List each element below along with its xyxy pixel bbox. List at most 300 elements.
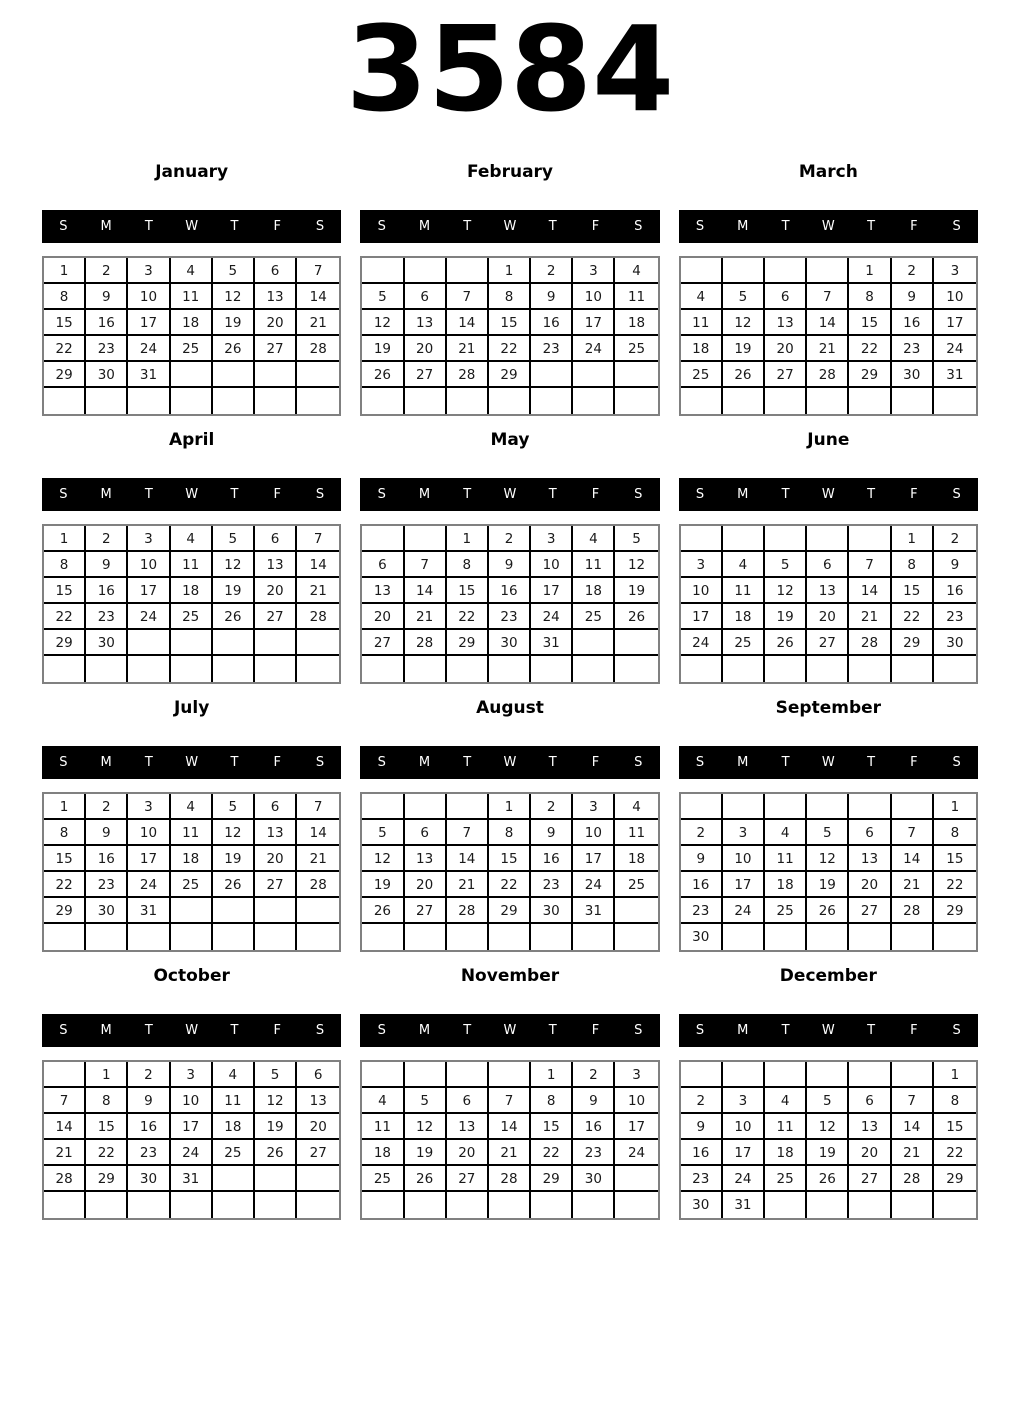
date-cell: 7 bbox=[447, 820, 489, 846]
empty-cell bbox=[531, 388, 573, 414]
month-title: September bbox=[775, 697, 882, 718]
date-cell: 18 bbox=[615, 846, 657, 872]
date-cell: 25 bbox=[171, 872, 213, 898]
date-cell: 31 bbox=[573, 898, 615, 924]
empty-cell bbox=[44, 388, 86, 414]
month-block bbox=[679, 696, 978, 952]
date-cell: 23 bbox=[892, 336, 934, 362]
empty-cell bbox=[171, 630, 213, 656]
date-cell: 23 bbox=[681, 898, 723, 924]
months-grid bbox=[42, 160, 978, 1220]
month-title: January bbox=[155, 161, 229, 182]
date-cell: 22 bbox=[531, 1140, 573, 1166]
empty-cell bbox=[849, 526, 891, 552]
weekday-header-row bbox=[360, 1014, 659, 1047]
date-cell: 4 bbox=[765, 1088, 807, 1114]
date-cell: 12 bbox=[255, 1088, 297, 1114]
date-cell: 15 bbox=[447, 578, 489, 604]
weekday-header-row bbox=[42, 478, 341, 511]
empty-cell bbox=[44, 1192, 86, 1218]
date-cell: 5 bbox=[213, 526, 255, 552]
date-cell: 5 bbox=[255, 1062, 297, 1088]
date-cell: 1 bbox=[86, 1062, 128, 1088]
date-cell: 22 bbox=[489, 336, 531, 362]
date-cell: 28 bbox=[44, 1166, 86, 1192]
date-cell: 23 bbox=[86, 604, 128, 630]
weekday-label: T bbox=[781, 218, 790, 234]
empty-cell bbox=[531, 362, 573, 388]
date-cell: 10 bbox=[128, 820, 170, 846]
date-cell: 1 bbox=[44, 794, 86, 820]
month-title: November bbox=[460, 965, 560, 986]
date-cell: 9 bbox=[86, 820, 128, 846]
empty-cell bbox=[171, 362, 213, 388]
empty-cell bbox=[362, 794, 404, 820]
date-cell: 9 bbox=[892, 284, 934, 310]
weekday-header-row bbox=[42, 1014, 341, 1047]
date-cell: 13 bbox=[297, 1088, 339, 1114]
weekday-label: T bbox=[548, 218, 557, 234]
date-cell: 29 bbox=[892, 630, 934, 656]
date-cell: 17 bbox=[531, 578, 573, 604]
date-cell: 6 bbox=[849, 1088, 891, 1114]
empty-cell bbox=[573, 362, 615, 388]
date-cell: 2 bbox=[934, 526, 976, 552]
date-cell: 7 bbox=[892, 820, 934, 846]
date-cell: 9 bbox=[531, 284, 573, 310]
date-cell: 4 bbox=[362, 1088, 404, 1114]
empty-cell bbox=[573, 924, 615, 950]
weekday-label: T bbox=[781, 486, 790, 502]
date-cell: 10 bbox=[171, 1088, 213, 1114]
date-cell: 17 bbox=[573, 846, 615, 872]
date-cell: 20 bbox=[849, 872, 891, 898]
empty-cell bbox=[362, 388, 404, 414]
empty-cell bbox=[44, 924, 86, 950]
date-grid bbox=[679, 524, 978, 684]
date-cell: 19 bbox=[615, 578, 657, 604]
date-cell: 7 bbox=[849, 552, 891, 578]
empty-cell bbox=[681, 1062, 723, 1088]
date-cell: 10 bbox=[615, 1088, 657, 1114]
weekday-label: W bbox=[821, 1022, 835, 1038]
month-title: August bbox=[476, 697, 544, 718]
weekday-label: S bbox=[377, 754, 386, 770]
date-cell: 28 bbox=[892, 1166, 934, 1192]
date-cell: 14 bbox=[405, 578, 447, 604]
date-cell: 22 bbox=[44, 872, 86, 898]
empty-cell bbox=[573, 1192, 615, 1218]
date-cell: 10 bbox=[723, 846, 765, 872]
date-grid bbox=[42, 524, 341, 684]
empty-cell bbox=[615, 1192, 657, 1218]
empty-cell bbox=[128, 388, 170, 414]
date-cell: 21 bbox=[849, 604, 891, 630]
weekday-label: S bbox=[634, 1022, 643, 1038]
date-cell: 29 bbox=[44, 362, 86, 388]
date-cell: 25 bbox=[615, 872, 657, 898]
empty-cell bbox=[362, 1062, 404, 1088]
date-cell: 27 bbox=[362, 630, 404, 656]
empty-cell bbox=[255, 1192, 297, 1218]
empty-cell bbox=[86, 1192, 128, 1218]
date-cell: 25 bbox=[362, 1166, 404, 1192]
date-cell: 25 bbox=[723, 630, 765, 656]
date-cell: 9 bbox=[86, 284, 128, 310]
date-cell: 13 bbox=[255, 284, 297, 310]
date-cell: 14 bbox=[44, 1114, 86, 1140]
date-cell: 15 bbox=[489, 310, 531, 336]
weekday-label: S bbox=[377, 1022, 386, 1038]
date-cell: 28 bbox=[405, 630, 447, 656]
weekday-label: S bbox=[315, 754, 325, 770]
date-cell: 4 bbox=[765, 820, 807, 846]
empty-cell bbox=[128, 924, 170, 950]
month-block bbox=[679, 428, 978, 684]
empty-cell bbox=[807, 1062, 849, 1088]
date-cell: 23 bbox=[531, 336, 573, 362]
date-cell: 13 bbox=[255, 820, 297, 846]
date-cell: 14 bbox=[447, 846, 489, 872]
date-cell: 29 bbox=[447, 630, 489, 656]
date-cell: 15 bbox=[892, 578, 934, 604]
date-cell: 23 bbox=[86, 336, 128, 362]
date-cell: 8 bbox=[489, 284, 531, 310]
date-cell: 2 bbox=[86, 258, 128, 284]
date-cell: 9 bbox=[573, 1088, 615, 1114]
empty-cell bbox=[807, 526, 849, 552]
date-cell: 6 bbox=[255, 526, 297, 552]
date-cell: 17 bbox=[615, 1114, 657, 1140]
date-cell: 23 bbox=[128, 1140, 170, 1166]
date-cell: 12 bbox=[213, 552, 255, 578]
date-cell: 20 bbox=[447, 1140, 489, 1166]
date-cell: 9 bbox=[681, 1114, 723, 1140]
date-cell: 20 bbox=[362, 604, 404, 630]
empty-cell bbox=[86, 656, 128, 682]
date-cell: 4 bbox=[171, 794, 213, 820]
empty-cell bbox=[297, 388, 339, 414]
empty-cell bbox=[723, 258, 765, 284]
empty-cell bbox=[297, 362, 339, 388]
weekday-header-row bbox=[360, 478, 659, 511]
date-cell: 30 bbox=[489, 630, 531, 656]
date-cell: 23 bbox=[934, 604, 976, 630]
date-cell: 20 bbox=[297, 1114, 339, 1140]
date-cell: 6 bbox=[255, 258, 297, 284]
date-cell: 18 bbox=[573, 578, 615, 604]
date-cell: 24 bbox=[723, 898, 765, 924]
date-cell: 13 bbox=[255, 552, 297, 578]
empty-cell bbox=[447, 388, 489, 414]
date-cell: 20 bbox=[255, 310, 297, 336]
date-cell: 18 bbox=[362, 1140, 404, 1166]
weekday-header-row bbox=[679, 746, 978, 779]
date-cell: 5 bbox=[405, 1088, 447, 1114]
date-cell: 18 bbox=[171, 578, 213, 604]
date-cell: 19 bbox=[362, 336, 404, 362]
weekday-label: F bbox=[910, 1022, 918, 1038]
empty-cell bbox=[765, 1192, 807, 1218]
empty-cell bbox=[405, 526, 447, 552]
date-cell: 2 bbox=[128, 1062, 170, 1088]
weekday-label: T bbox=[781, 1022, 790, 1038]
date-cell: 15 bbox=[489, 846, 531, 872]
weekday-label: W bbox=[503, 218, 517, 234]
weekday-label: T bbox=[548, 486, 557, 502]
weekday-label: T bbox=[781, 754, 790, 770]
date-cell: 7 bbox=[447, 284, 489, 310]
date-cell: 26 bbox=[765, 630, 807, 656]
date-cell: 29 bbox=[531, 1166, 573, 1192]
empty-cell bbox=[807, 924, 849, 950]
date-cell: 24 bbox=[128, 336, 170, 362]
empty-cell bbox=[723, 656, 765, 682]
empty-cell bbox=[86, 924, 128, 950]
date-cell: 13 bbox=[807, 578, 849, 604]
date-cell: 28 bbox=[849, 630, 891, 656]
date-cell: 5 bbox=[807, 1088, 849, 1114]
date-cell: 21 bbox=[489, 1140, 531, 1166]
empty-cell bbox=[297, 898, 339, 924]
date-cell: 1 bbox=[892, 526, 934, 552]
empty-cell bbox=[255, 1166, 297, 1192]
date-cell: 25 bbox=[171, 336, 213, 362]
empty-cell bbox=[255, 388, 297, 414]
weekday-label: M bbox=[418, 1022, 431, 1038]
date-cell: 28 bbox=[297, 872, 339, 898]
date-cell: 19 bbox=[213, 310, 255, 336]
date-cell: 21 bbox=[297, 310, 339, 336]
date-cell: 26 bbox=[362, 898, 404, 924]
weekday-label: F bbox=[910, 218, 918, 234]
date-cell: 15 bbox=[934, 1114, 976, 1140]
date-cell: 16 bbox=[531, 846, 573, 872]
empty-cell bbox=[892, 794, 934, 820]
date-cell: 13 bbox=[362, 578, 404, 604]
empty-cell bbox=[531, 924, 573, 950]
empty-cell bbox=[405, 656, 447, 682]
date-cell: 31 bbox=[531, 630, 573, 656]
empty-cell bbox=[489, 656, 531, 682]
date-cell: 5 bbox=[362, 820, 404, 846]
date-cell: 31 bbox=[128, 898, 170, 924]
weekday-label: M bbox=[737, 486, 749, 502]
date-cell: 11 bbox=[362, 1114, 404, 1140]
date-cell: 11 bbox=[681, 310, 723, 336]
month-block bbox=[679, 964, 978, 1220]
date-cell: 26 bbox=[807, 1166, 849, 1192]
date-cell: 16 bbox=[892, 310, 934, 336]
date-cell: 12 bbox=[615, 552, 657, 578]
date-cell: 16 bbox=[489, 578, 531, 604]
date-cell: 20 bbox=[255, 846, 297, 872]
empty-cell bbox=[849, 388, 891, 414]
date-cell: 10 bbox=[128, 552, 170, 578]
date-cell: 7 bbox=[297, 794, 339, 820]
empty-cell bbox=[849, 924, 891, 950]
date-cell: 21 bbox=[297, 846, 339, 872]
empty-cell bbox=[765, 526, 807, 552]
empty-cell bbox=[405, 1062, 447, 1088]
date-cell: 25 bbox=[681, 362, 723, 388]
weekday-header-row bbox=[360, 746, 659, 779]
date-cell: 19 bbox=[213, 578, 255, 604]
empty-cell bbox=[892, 656, 934, 682]
date-grid bbox=[360, 1060, 659, 1220]
date-cell: 25 bbox=[171, 604, 213, 630]
weekday-label: F bbox=[591, 754, 600, 770]
weekday-label: S bbox=[315, 486, 325, 502]
date-cell: 4 bbox=[723, 552, 765, 578]
date-cell: 15 bbox=[44, 846, 86, 872]
weekday-label: T bbox=[548, 1022, 557, 1038]
weekday-label: T bbox=[867, 754, 876, 770]
date-cell: 5 bbox=[807, 820, 849, 846]
date-cell: 8 bbox=[531, 1088, 573, 1114]
date-cell: 6 bbox=[405, 820, 447, 846]
date-cell: 21 bbox=[892, 872, 934, 898]
date-cell: 4 bbox=[681, 284, 723, 310]
weekday-label: S bbox=[59, 486, 68, 502]
empty-cell bbox=[615, 924, 657, 950]
date-cell: 30 bbox=[86, 630, 128, 656]
empty-cell bbox=[213, 1192, 255, 1218]
empty-cell bbox=[489, 924, 531, 950]
date-cell: 8 bbox=[44, 820, 86, 846]
empty-cell bbox=[573, 388, 615, 414]
date-cell: 27 bbox=[849, 1166, 891, 1192]
date-cell: 10 bbox=[723, 1114, 765, 1140]
date-cell: 24 bbox=[681, 630, 723, 656]
date-cell: 17 bbox=[128, 846, 170, 872]
date-cell: 1 bbox=[934, 794, 976, 820]
date-cell: 3 bbox=[128, 258, 170, 284]
date-grid bbox=[42, 1060, 341, 1220]
date-cell: 8 bbox=[934, 1088, 976, 1114]
date-cell: 30 bbox=[573, 1166, 615, 1192]
month-title: July bbox=[173, 697, 210, 718]
date-cell: 9 bbox=[86, 552, 128, 578]
date-cell: 24 bbox=[531, 604, 573, 630]
weekday-label: T bbox=[867, 218, 876, 234]
empty-cell bbox=[255, 362, 297, 388]
empty-cell bbox=[615, 388, 657, 414]
date-cell: 14 bbox=[807, 310, 849, 336]
date-cell: 22 bbox=[86, 1140, 128, 1166]
date-cell: 3 bbox=[128, 794, 170, 820]
date-cell: 14 bbox=[297, 552, 339, 578]
date-cell: 10 bbox=[531, 552, 573, 578]
empty-cell bbox=[892, 924, 934, 950]
weekday-label: M bbox=[100, 754, 112, 770]
weekday-label: T bbox=[144, 486, 153, 502]
date-cell: 24 bbox=[573, 336, 615, 362]
weekday-label: T bbox=[230, 754, 239, 770]
date-cell: 17 bbox=[128, 310, 170, 336]
date-cell: 12 bbox=[362, 846, 404, 872]
date-cell: 19 bbox=[765, 604, 807, 630]
month-title: March bbox=[798, 161, 858, 182]
date-cell: 16 bbox=[86, 846, 128, 872]
date-cell: 2 bbox=[892, 258, 934, 284]
date-cell: 29 bbox=[934, 1166, 976, 1192]
weekday-header-row bbox=[360, 210, 659, 243]
date-grid bbox=[679, 792, 978, 952]
date-cell: 12 bbox=[213, 284, 255, 310]
weekday-label: S bbox=[377, 486, 386, 502]
date-cell: 24 bbox=[128, 872, 170, 898]
date-cell: 22 bbox=[892, 604, 934, 630]
date-cell: 28 bbox=[297, 336, 339, 362]
empty-cell bbox=[681, 794, 723, 820]
empty-cell bbox=[765, 388, 807, 414]
date-cell: 8 bbox=[86, 1088, 128, 1114]
empty-cell bbox=[128, 1192, 170, 1218]
empty-cell bbox=[405, 258, 447, 284]
date-cell: 12 bbox=[405, 1114, 447, 1140]
weekday-header-row bbox=[679, 210, 978, 243]
date-cell: 6 bbox=[807, 552, 849, 578]
empty-cell bbox=[362, 924, 404, 950]
date-cell: 8 bbox=[849, 284, 891, 310]
empty-cell bbox=[892, 1192, 934, 1218]
date-cell: 26 bbox=[807, 898, 849, 924]
date-cell: 16 bbox=[681, 872, 723, 898]
empty-cell bbox=[171, 898, 213, 924]
empty-cell bbox=[213, 388, 255, 414]
weekday-label: F bbox=[273, 1022, 281, 1038]
date-cell: 6 bbox=[297, 1062, 339, 1088]
date-cell: 7 bbox=[297, 526, 339, 552]
weekday-label: S bbox=[377, 218, 386, 234]
date-cell: 1 bbox=[934, 1062, 976, 1088]
date-cell: 18 bbox=[765, 872, 807, 898]
empty-cell bbox=[849, 1062, 891, 1088]
date-cell: 4 bbox=[573, 526, 615, 552]
date-cell: 26 bbox=[213, 604, 255, 630]
month-block bbox=[679, 160, 978, 416]
weekday-label: S bbox=[59, 218, 68, 234]
empty-cell bbox=[723, 924, 765, 950]
empty-cell bbox=[255, 898, 297, 924]
date-cell: 18 bbox=[681, 336, 723, 362]
weekday-label: M bbox=[418, 218, 431, 234]
date-grid bbox=[360, 256, 659, 416]
empty-cell bbox=[447, 794, 489, 820]
empty-cell bbox=[44, 1062, 86, 1088]
weekday-label: S bbox=[695, 1022, 705, 1038]
date-cell: 4 bbox=[615, 794, 657, 820]
empty-cell bbox=[849, 656, 891, 682]
date-cell: 29 bbox=[44, 630, 86, 656]
month-title: June bbox=[807, 429, 850, 450]
date-cell: 16 bbox=[681, 1140, 723, 1166]
weekday-label: F bbox=[910, 754, 918, 770]
date-cell: 6 bbox=[362, 552, 404, 578]
date-cell: 30 bbox=[892, 362, 934, 388]
date-cell: 5 bbox=[723, 284, 765, 310]
weekday-label: M bbox=[100, 1022, 112, 1038]
weekday-label: M bbox=[100, 218, 112, 234]
date-cell: 10 bbox=[128, 284, 170, 310]
date-cell: 2 bbox=[681, 820, 723, 846]
month-title: October bbox=[153, 965, 230, 986]
weekday-label: M bbox=[100, 486, 112, 502]
date-cell: 31 bbox=[171, 1166, 213, 1192]
date-cell: 12 bbox=[362, 310, 404, 336]
date-cell: 10 bbox=[681, 578, 723, 604]
